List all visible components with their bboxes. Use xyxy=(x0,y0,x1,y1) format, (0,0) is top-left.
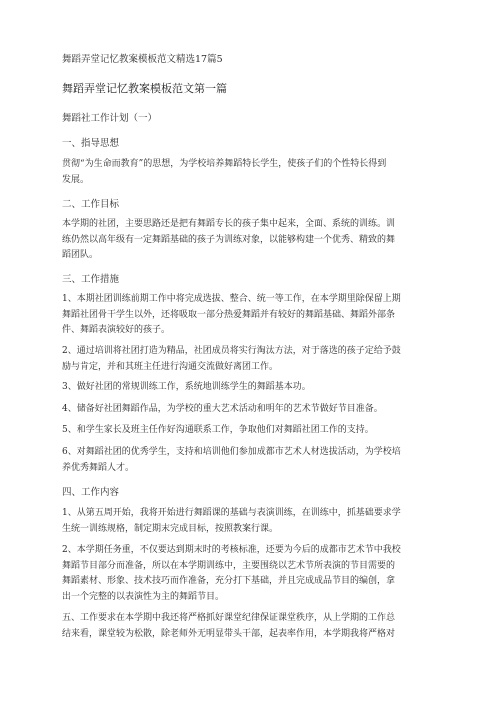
paragraph-line: 4、储备好社团舞蹈作品，为学校的重大艺术活动和明年的艺术节做好节目准备。 xyxy=(62,404,383,414)
paragraph-line: 3、做好社团的常规训练工作，系统地训练学生的舞蹈基本功。 xyxy=(62,382,311,392)
paragraph-line: 蹈团队。 xyxy=(62,250,99,260)
paragraph-line: 五、工作要求在本学期中我还将严格抓好课堂纪律保证课堂秩序，从上学期的工作总 xyxy=(62,613,396,623)
paragraph-line: 发展。 xyxy=(62,174,90,185)
paragraph xyxy=(62,611,440,642)
paragraph-line: 2、通过培训将社团打造为精品，社团成员将实行淘汰方法，对于落选的孩子定给予鼓 xyxy=(62,346,401,356)
paragraph-line: 1、本期社团训练前期工作中将完成选拔、整合、统一等工作，在本学期里除保留上期 xyxy=(62,294,401,304)
paragraph xyxy=(62,380,440,396)
paragraph-line: 舞蹈社团骨干学生以外，还将吸取一部分热爱舞蹈并有较好的舞蹈基础、舞蹈外部条 xyxy=(62,309,396,320)
paragraph xyxy=(62,157,440,188)
paragraph-line: 2、本学期任务重，不仅要达到期末时的考核标准，还要为今后的成都市艺术节中我校 xyxy=(62,545,401,555)
paragraph xyxy=(62,506,440,537)
paragraph-line: 贯彻“为生命而教育”的思想，为学校培养舞蹈特长学生，使孩子们的个性特长得到 xyxy=(62,159,387,169)
paragraph-line: 生统一训练规格，制定期末完成目标，按照教案行课。 xyxy=(62,523,279,534)
paragraph-line: 舞蹈节目部分而准备，所以在本学期训练中，主要围绕以艺术节所表演的节目需要的 xyxy=(62,560,396,571)
paragraph xyxy=(62,292,440,339)
paragraph-line: 出一个完整的以表演性为主的舞蹈节目。 xyxy=(62,591,225,602)
plan-title: 舞蹈社工作计划（一） xyxy=(62,113,158,124)
paragraph xyxy=(62,445,440,476)
section-heading: 三、工作措施 xyxy=(62,274,120,285)
paragraph xyxy=(62,402,440,418)
document-title: 舞蹈弄堂记忆教案模板范文精选17篇5 xyxy=(62,54,223,65)
paragraph-line: 6、对舞蹈社团的优秀学生，支持和培训他们参加成都市艺术人材选拔活动，为学校培 xyxy=(62,447,401,457)
paragraph xyxy=(62,423,440,439)
section-heading: 四、工作内容 xyxy=(62,487,120,498)
document-subtitle: 舞蹈弄堂记忆教案模板范文第一篇 xyxy=(62,82,227,95)
paragraph-line: 件、舞蹈表演较好的孩子。 xyxy=(62,325,171,335)
paragraph-line: 养优秀舞蹈人才。 xyxy=(62,462,135,473)
section-heading: 二、工作目标 xyxy=(62,199,120,210)
paragraph-line: 1、从第五周开始，我将开始进行舞蹈课的基础与表演训练，在训练中，抓基础要求学 xyxy=(62,508,401,518)
paragraph-line: 舞蹈素材、形象、技术技巧而作准备，充分打下基础，并且完成成品节目的编创，拿 xyxy=(62,576,396,586)
section-heading: 一、指导思想 xyxy=(62,138,120,149)
paragraph xyxy=(62,217,440,264)
paragraph-line: 励与肯定，并和其班主任进行沟通交流做好离团工作。 xyxy=(62,361,279,372)
paragraph-line: 结来看，课堂较为松散，除老师外无明显带头干部，起表率作用，本学期我将严格对 xyxy=(62,628,396,639)
paragraph xyxy=(62,543,440,605)
paragraph-line: 5、和学生家长及班主任作好沟通联系工作，争取他们对舞蹈社团工作的支持。 xyxy=(62,425,374,435)
paragraph-line: 本学期的社团，主要思路还是把有舞蹈专长的孩子集中起来，全面、系统的训练。训 xyxy=(62,219,396,229)
paragraph xyxy=(62,344,440,375)
paragraph-line: 练仍然以高年级有一定舞蹈基础的孩子为训练对象，以能够构建一个优秀、精致的舞 xyxy=(62,234,396,245)
